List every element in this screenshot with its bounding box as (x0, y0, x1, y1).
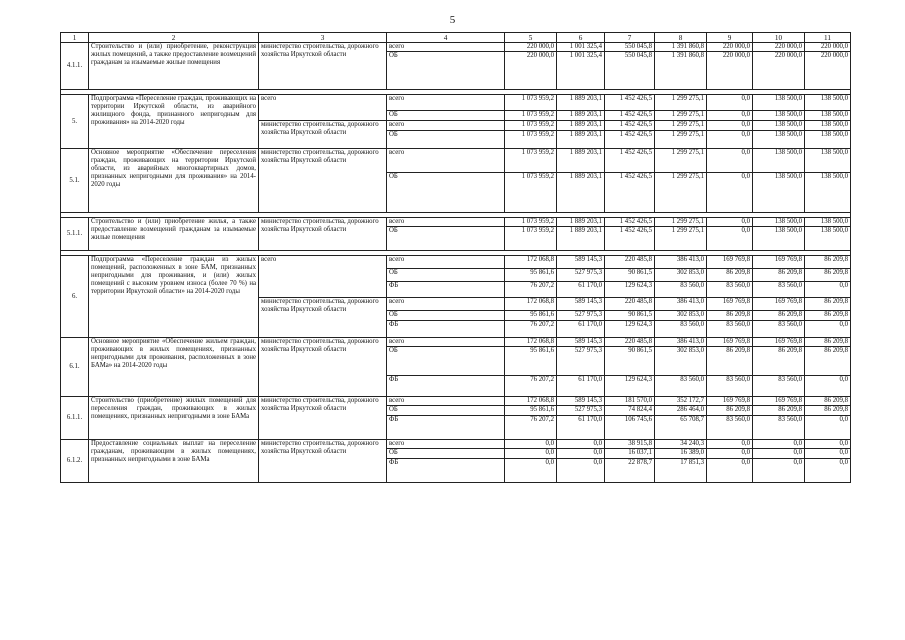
value-cell: 0,0 (505, 449, 557, 459)
value-cell: 169 769,8 (707, 298, 753, 311)
header-cell: 7 (605, 33, 655, 43)
value-cell: 0,0 (505, 459, 557, 483)
header-cell: 1 (61, 33, 89, 43)
value-cell: 1 452 426,5 (605, 121, 655, 131)
value-cell: 1 889 203,1 (557, 227, 605, 251)
value-cell: 169 769,8 (707, 338, 753, 347)
header-cell: 10 (753, 33, 805, 43)
value-cell: 0,0 (707, 173, 753, 213)
value-cell: 220 000,0 (707, 43, 753, 52)
value-cell: 65 708,7 (655, 416, 707, 440)
row-code: 6. (61, 256, 89, 338)
value-cell: 0,0 (753, 449, 805, 459)
source-cell: всего (387, 298, 505, 311)
value-cell: 86 209,8 (805, 338, 851, 347)
value-cell: 138 500,0 (805, 218, 851, 227)
value-cell: 0,0 (805, 282, 851, 298)
value-cell: 1 452 426,5 (605, 218, 655, 227)
value-cell: 1 889 203,1 (557, 121, 605, 131)
executor-cell: министерство строительства, дорожного хозяйства Иркутской области (259, 43, 387, 90)
value-cell: 22 878,7 (605, 459, 655, 483)
value-cell: 83 560,0 (753, 416, 805, 440)
value-cell: 1 889 203,1 (557, 131, 605, 149)
value-cell: 0,0 (805, 321, 851, 338)
value-cell: 138 500,0 (753, 121, 805, 131)
value-cell: 138 500,0 (753, 227, 805, 251)
value-cell: 95 861,6 (505, 406, 557, 416)
source-cell: ФБ (387, 376, 505, 397)
source-cell: всего (387, 256, 505, 269)
value-cell: 220 485,8 (605, 338, 655, 347)
source-cell: ОБ (387, 111, 505, 121)
table-row (61, 218, 851, 227)
table-row (61, 440, 851, 449)
value-cell: 0,0 (805, 440, 851, 449)
value-cell: 527 975,3 (557, 347, 605, 376)
value-cell: 1 889 203,1 (557, 173, 605, 213)
value-cell: 138 500,0 (753, 95, 805, 111)
source-cell: ОБ (387, 449, 505, 459)
value-cell: 138 500,0 (753, 149, 805, 173)
value-cell: 1 299 275,1 (655, 218, 707, 227)
source-cell: всего (387, 397, 505, 406)
value-cell: 86 209,8 (707, 406, 753, 416)
value-cell: 589 145,3 (557, 298, 605, 311)
value-cell: 83 560,0 (707, 282, 753, 298)
value-cell: 86 209,8 (753, 406, 805, 416)
value-cell: 86 209,8 (753, 347, 805, 376)
value-cell: 95 861,6 (505, 269, 557, 282)
value-cell: 220 000,0 (753, 52, 805, 90)
row-name: Подпрограмма «Переселение граждан из жилых помещений, расположенных в зоне БАМ, признанных непригодными для проживания, и (или) жилых помещений с высоким уровнем износа (более 70 %) на территории Иркутской области» на 2014-2020 годы (89, 256, 259, 338)
value-cell: 0,0 (707, 111, 753, 121)
source-cell: всего (387, 338, 505, 347)
value-cell: 0,0 (805, 459, 851, 483)
table-row (61, 256, 851, 269)
value-cell: 0,0 (707, 449, 753, 459)
header-cell: 5 (505, 33, 557, 43)
source-cell: всего (387, 440, 505, 449)
row-code: 5.1. (61, 149, 89, 213)
executor-cell: министерство строительства, дорожного хозяйства Иркутской области (259, 218, 387, 251)
value-cell: 16 037,1 (605, 449, 655, 459)
source-cell: ФБ (387, 282, 505, 298)
source-cell: ОБ (387, 131, 505, 149)
value-cell: 86 209,8 (707, 347, 753, 376)
value-cell: 1 452 426,5 (605, 173, 655, 213)
value-cell: 589 145,3 (557, 338, 605, 347)
value-cell: 76 207,2 (505, 376, 557, 397)
value-cell: 220 485,8 (605, 298, 655, 311)
row-name: Подпрограмма «Переселение граждан, проживающих на территории Иркутской области, из аварийного жилищного фонда, признанного непригодным для проживания» на 2014-2020 годы (89, 95, 259, 149)
value-cell: 90 861,5 (605, 311, 655, 321)
executor-cell: министерство строительства, дорожного хозяйства Иркутской области (259, 338, 387, 397)
row-name: Строительство и (или) приобретение жилья, а также предоставление возмещений гражданам за изымаемые жилые помещения (89, 218, 259, 251)
value-cell: 352 172,7 (655, 397, 707, 406)
source-cell: ОБ (387, 173, 505, 213)
value-cell: 220 485,8 (605, 256, 655, 269)
value-cell: 0,0 (805, 416, 851, 440)
value-cell: 76 207,2 (505, 282, 557, 298)
value-cell: 86 209,8 (707, 269, 753, 282)
header-cell: 2 (89, 33, 259, 43)
value-cell: 95 861,6 (505, 347, 557, 376)
value-cell: 0,0 (753, 459, 805, 483)
value-cell: 0,0 (707, 440, 753, 449)
value-cell: 286 464,0 (655, 406, 707, 416)
source-cell: ФБ (387, 416, 505, 440)
value-cell: 0,0 (707, 131, 753, 149)
value-cell: 83 560,0 (753, 282, 805, 298)
value-cell: 172 068,8 (505, 256, 557, 269)
header-cell: 4 (387, 33, 505, 43)
value-cell: 0,0 (753, 440, 805, 449)
table-row (61, 149, 851, 173)
source-cell: ОБ (387, 52, 505, 90)
value-cell: 76 207,2 (505, 416, 557, 440)
value-cell: 220 000,0 (707, 52, 753, 90)
value-cell: 589 145,3 (557, 397, 605, 406)
value-cell: 0,0 (707, 227, 753, 251)
header-row (61, 33, 851, 43)
value-cell: 169 769,8 (753, 256, 805, 269)
value-cell: 172 068,8 (505, 397, 557, 406)
value-cell: 86 209,8 (805, 397, 851, 406)
value-cell: 1 299 275,1 (655, 131, 707, 149)
value-cell: 1 073 959,2 (505, 227, 557, 251)
value-cell: 1 299 275,1 (655, 173, 707, 213)
table-row (61, 43, 851, 52)
value-cell: 220 000,0 (805, 52, 851, 90)
row-name: Основное мероприятие «Обеспечение переселения граждан, проживающих на территории Иркутской области, из аварийных многоквартирных домов, признанных непригодными для проживания» на 2014-2020 годы (89, 149, 259, 213)
source-cell: всего (387, 95, 505, 111)
value-cell: 83 560,0 (655, 321, 707, 338)
value-cell: 527 975,3 (557, 269, 605, 282)
value-cell: 527 975,3 (557, 311, 605, 321)
value-cell: 86 209,8 (753, 269, 805, 282)
row-code: 6.1. (61, 338, 89, 397)
value-cell: 302 853,0 (655, 347, 707, 376)
value-cell: 138 500,0 (805, 131, 851, 149)
value-cell: 1 299 275,1 (655, 149, 707, 173)
value-cell: 1 391 860,8 (655, 43, 707, 52)
value-cell: 138 500,0 (753, 131, 805, 149)
value-cell: 90 861,5 (605, 347, 655, 376)
value-cell: 0,0 (707, 218, 753, 227)
value-cell: 106 745,6 (605, 416, 655, 440)
source-cell: ОБ (387, 347, 505, 376)
value-cell: 138 500,0 (753, 218, 805, 227)
value-cell: 386 413,0 (655, 338, 707, 347)
executor-cell: министерство строительства, дорожного хозяйства Иркутской области (259, 149, 387, 213)
value-cell: 61 170,0 (557, 321, 605, 338)
value-cell: 172 068,8 (505, 298, 557, 311)
value-cell: 138 500,0 (805, 227, 851, 251)
value-cell: 16 389,0 (655, 449, 707, 459)
value-cell: 138 500,0 (805, 111, 851, 121)
value-cell: 527 975,3 (557, 406, 605, 416)
value-cell: 74 824,4 (605, 406, 655, 416)
value-cell: 1 073 959,2 (505, 173, 557, 213)
value-cell: 1 073 959,2 (505, 149, 557, 173)
value-cell: 1 452 426,5 (605, 131, 655, 149)
table-row (61, 95, 851, 111)
value-cell: 86 209,8 (805, 311, 851, 321)
table-row (61, 338, 851, 347)
budget-table (60, 32, 851, 483)
value-cell: 220 000,0 (505, 52, 557, 90)
value-cell: 86 209,8 (805, 298, 851, 311)
source-cell: всего (387, 218, 505, 227)
row-name: Строительство (приобретение) жилых помещений для переселения граждан, проживающих в жилых помещениях, признанных непригодными в зоне БАМа (89, 397, 259, 440)
executor-cell: министерство строительства, дорожного хозяйства Иркутской области (259, 121, 387, 149)
row-name: Предоставление социальных выплат на переселение гражданам, проживающим в жилых помещениях, признанных непригодными в зоне БАМа (89, 440, 259, 483)
value-cell: 86 209,8 (805, 256, 851, 269)
source-cell: ОБ (387, 269, 505, 282)
value-cell: 1 452 426,5 (605, 111, 655, 121)
executor-cell: всего (259, 256, 387, 298)
value-cell: 1 073 959,2 (505, 95, 557, 111)
value-cell: 0,0 (557, 440, 605, 449)
value-cell: 1 001 325,4 (557, 52, 605, 90)
row-code: 6.1.2. (61, 440, 89, 483)
row-name: Строительство и (или) приобретение, реконструкция жилых помещений, а также предоставление возмещений гражданам за изымаемые жилые помещения (89, 43, 259, 90)
value-cell: 38 915,8 (605, 440, 655, 449)
value-cell: 129 624,3 (605, 376, 655, 397)
value-cell: 1 073 959,2 (505, 111, 557, 121)
value-cell: 1 073 959,2 (505, 218, 557, 227)
value-cell: 386 413,0 (655, 298, 707, 311)
value-cell: 17 851,3 (655, 459, 707, 483)
value-cell: 220 000,0 (753, 43, 805, 52)
value-cell: 86 209,8 (805, 347, 851, 376)
value-cell: 86 209,8 (707, 311, 753, 321)
header-cell: 9 (707, 33, 753, 43)
value-cell: 138 500,0 (805, 149, 851, 173)
value-cell: 1 001 325,4 (557, 43, 605, 52)
value-cell: 550 045,8 (605, 43, 655, 52)
value-cell: 550 045,8 (605, 52, 655, 90)
value-cell: 1 299 275,1 (655, 121, 707, 131)
value-cell: 95 861,6 (505, 311, 557, 321)
value-cell: 1 299 275,1 (655, 95, 707, 111)
value-cell: 0,0 (557, 459, 605, 483)
value-cell: 83 560,0 (753, 321, 805, 338)
value-cell: 138 500,0 (805, 173, 851, 213)
value-cell: 83 560,0 (655, 376, 707, 397)
executor-cell: всего (259, 95, 387, 121)
source-cell: всего (387, 43, 505, 52)
value-cell: 181 570,0 (605, 397, 655, 406)
value-cell: 1 889 203,1 (557, 149, 605, 173)
value-cell: 0,0 (707, 121, 753, 131)
value-cell: 589 145,3 (557, 256, 605, 269)
value-cell: 138 500,0 (805, 95, 851, 111)
value-cell: 1 452 426,5 (605, 227, 655, 251)
value-cell: 0,0 (707, 459, 753, 483)
source-cell: всего (387, 149, 505, 173)
value-cell: 129 624,3 (605, 321, 655, 338)
executor-cell: министерство строительства, дорожного хозяйства Иркутской области (259, 298, 387, 338)
value-cell: 61 170,0 (557, 376, 605, 397)
value-cell: 86 209,8 (805, 269, 851, 282)
value-cell: 1 299 275,1 (655, 111, 707, 121)
value-cell: 86 209,8 (753, 311, 805, 321)
row-code: 5.1.1. (61, 218, 89, 251)
value-cell: 1 073 959,2 (505, 131, 557, 149)
value-cell: 169 769,8 (753, 338, 805, 347)
value-cell: 0,0 (707, 149, 753, 173)
value-cell: 1 391 860,8 (655, 52, 707, 90)
value-cell: 61 170,0 (557, 282, 605, 298)
value-cell: 1 452 426,5 (605, 95, 655, 111)
value-cell: 1 452 426,5 (605, 149, 655, 173)
executor-cell: министерство строительства, дорожного хозяйства Иркутской области (259, 440, 387, 483)
row-code: 4.1.1. (61, 43, 89, 90)
value-cell: 83 560,0 (707, 321, 753, 338)
value-cell: 169 769,8 (707, 256, 753, 269)
value-cell: 172 068,8 (505, 338, 557, 347)
value-cell: 83 560,0 (707, 376, 753, 397)
value-cell: 0,0 (707, 95, 753, 111)
header-cell: 6 (557, 33, 605, 43)
value-cell: 138 500,0 (753, 173, 805, 213)
value-cell: 86 209,8 (805, 406, 851, 416)
source-cell: ФБ (387, 321, 505, 338)
row-code: 6.1.1. (61, 397, 89, 440)
value-cell: 83 560,0 (707, 416, 753, 440)
value-cell: 220 000,0 (805, 43, 851, 52)
row-code: 5. (61, 95, 89, 149)
value-cell: 138 500,0 (805, 121, 851, 131)
value-cell: 76 207,2 (505, 321, 557, 338)
value-cell: 302 853,0 (655, 311, 707, 321)
value-cell: 386 413,0 (655, 256, 707, 269)
value-cell: 34 240,3 (655, 440, 707, 449)
table-row (61, 397, 851, 406)
value-cell: 302 853,0 (655, 269, 707, 282)
value-cell: 169 769,8 (707, 397, 753, 406)
source-cell: ФБ (387, 459, 505, 483)
source-cell: ОБ (387, 406, 505, 416)
header-cell: 11 (805, 33, 851, 43)
value-cell: 1 073 959,2 (505, 121, 557, 131)
value-cell: 220 000,0 (505, 43, 557, 52)
source-cell: всего (387, 121, 505, 131)
source-cell: ОБ (387, 311, 505, 321)
value-cell: 1 889 203,1 (557, 218, 605, 227)
value-cell: 169 769,8 (753, 298, 805, 311)
page-number: 5 (449, 14, 456, 26)
value-cell: 0,0 (805, 449, 851, 459)
value-cell: 0,0 (557, 449, 605, 459)
value-cell: 169 769,8 (753, 397, 805, 406)
header-cell: 3 (259, 33, 387, 43)
value-cell: 1 299 275,1 (655, 227, 707, 251)
value-cell: 0,0 (505, 440, 557, 449)
value-cell: 1 889 203,1 (557, 111, 605, 121)
value-cell: 138 500,0 (753, 111, 805, 121)
value-cell: 1 889 203,1 (557, 95, 605, 111)
value-cell: 0,0 (805, 376, 851, 397)
source-cell: ОБ (387, 227, 505, 251)
row-name: Основное мероприятие «Обеспечение жильем граждан, проживающих в жилых помещениях, признанных непригодными для проживания, расположенных в зоне БАМа» на 2014-2020 годы (89, 338, 259, 397)
value-cell: 90 861,5 (605, 269, 655, 282)
executor-cell: министерство строительства, дорожного хозяйства Иркутской области (259, 397, 387, 440)
value-cell: 61 170,0 (557, 416, 605, 440)
value-cell: 83 560,0 (655, 282, 707, 298)
value-cell: 129 624,3 (605, 282, 655, 298)
header-cell: 8 (655, 33, 707, 43)
value-cell: 83 560,0 (753, 376, 805, 397)
